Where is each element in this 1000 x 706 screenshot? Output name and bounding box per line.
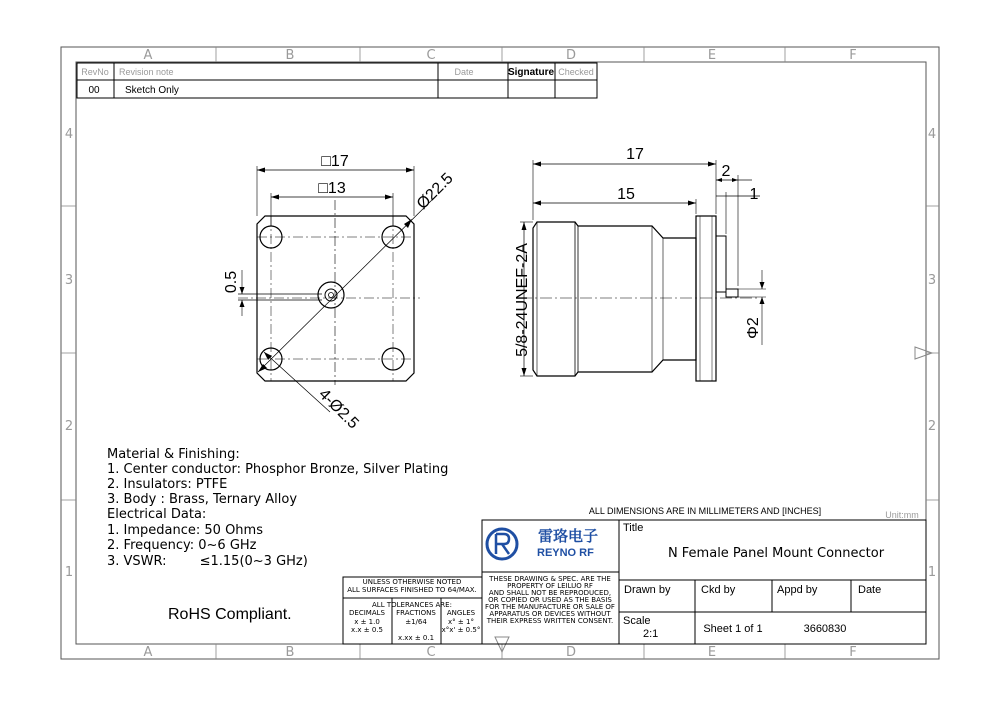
rev-header-checked: Checked [558,67,594,77]
date-label: Date [858,584,882,596]
scale-value: 2:1 [643,628,659,640]
note-line-6: 1. Impedance: 50 Ohms [107,523,263,538]
prop-line-6: APPARATUS OR DEVICES WITHOUT [489,610,611,618]
rev-header-note: Revision note [119,67,174,77]
approved-by-label: Appd by [777,584,818,596]
zone-col-e-bottom: E [707,645,717,660]
tol-header-fractions: FRACTIONS [396,609,436,617]
tol-decimal-3: x.xx ± 0.1 [397,634,435,642]
title-label: Title [623,522,644,534]
dim-slot-0-5: 0.5 [223,270,240,294]
zone-col-d-top: D [565,48,577,63]
tol-decimal-1: x ± 1.0 [354,618,380,626]
revision-table [77,63,597,98]
note-line-4: 3. Body : Brass, Ternary Alloy [107,492,298,507]
tol-fraction-1: ±1/64 [405,618,427,626]
prop-line-7: THEIR EXPRESS WRITTEN CONSENT. [486,617,614,625]
prop-line-4: OR COPIED OR USED AS THE BASIS [488,596,612,604]
zone-row-3-right: 3 [927,273,937,288]
tol-angle-2: x°x' ± 0.5° [441,626,481,634]
rev-cell-revno: 00 [88,85,100,96]
zone-col-f-top: F [849,48,857,63]
logo-chinese: 雷珞电子 [538,528,599,545]
note-line-7: 2. Frequency: 0~6 GHz [107,538,257,553]
center-insulator [318,282,344,308]
zone-col-b-top: B [285,48,295,63]
dims-note: ALL DIMENSIONS ARE IN MILLIMETERS AND [INCHES] [588,506,822,516]
tol-line-3: ALL TOLERANCES ARE: [372,601,452,609]
sheet-number: Sheet 1 of 1 [703,623,763,635]
tol-angle-1: x° ± 1° [448,618,474,626]
tol-line-1: UNLESS OTHERWISE NOTED [362,578,462,586]
prop-line-3: AND SHALL NOT BE REPRODUCED, [488,589,612,597]
note-line-5: Electrical Data: [107,507,207,522]
prop-line-2: PROPERTY OF LEILUO RF [507,582,593,590]
tol-line-2: ALL SURFACES FINISHED TO 64/MAX. [347,586,477,594]
note-line-8: 3. VSWR: ≤1.15(0~3 GHz) [107,554,308,569]
zone-col-a-top: A [143,48,153,63]
rear-insulator [716,236,726,292]
zone-row-1-left: 1 [64,565,74,580]
zone-row-4-right: 4 [927,127,937,142]
rear-pin [726,289,738,297]
zone-col-e-top: E [707,48,717,63]
rohs-label: RoHS Compliant. [168,606,292,623]
zone-row-2-right: 2 [927,419,937,434]
part-number: 3660830 [803,623,847,635]
note-line-2: 1. Center conductor: Phosphor Bronze, Silver Plating [107,462,449,477]
rev-header-revno: RevNo [81,67,109,77]
dim-thread: 5/8-24UNEF-2A [514,243,531,357]
front-view [238,166,436,412]
zone-row-3-left: 3 [64,273,74,288]
zone-col-a-bottom: A [143,645,153,660]
note-line-1: Material & Finishing: [107,447,240,462]
dim-pin-diameter: Φ2 [745,317,762,339]
logo-english: REYNO RF [537,547,594,559]
company-logo [487,527,598,559]
note-line-3: 2. Insulators: PTFE [107,477,228,492]
dim-length-1: 1 [749,186,759,203]
dim-length-2: 2 [721,163,731,180]
unit-label: Unit:mm [885,510,919,520]
zone-row-2-left: 2 [64,419,74,434]
zone-row-1-right: 1 [927,565,937,580]
zone-col-c-top: C [426,48,436,63]
drawn-by-label: Drawn by [624,584,671,596]
tol-decimal-2: x.x ± 0.5 [351,626,383,634]
side-view [520,160,766,381]
rev-header-date: Date [454,67,474,77]
dim-square-17: □17 [321,153,349,170]
rev-header-signature: Signature [507,67,555,78]
tol-header-angles: ANGLES [446,609,476,617]
material-notes [107,447,448,569]
prop-line-5: FOR THE MANUFACTURE OR SALE OF [485,603,615,611]
dim-square-13: □13 [318,180,346,197]
dim-holes-4-2-5: 4-Ø2.5 [315,385,362,433]
zone-col-f-bottom: F [849,645,857,660]
side-flange [696,216,716,381]
checked-by-label: Ckd by [701,584,736,596]
prop-line-1: THESE DRAWING & SPEC. ARE THE [489,575,611,583]
zone-col-d-bottom: D [565,645,577,660]
zone-col-c-bottom: C [426,645,436,660]
zone-col-b-bottom: B [285,645,295,660]
tol-header-decimals: DECIMALS [349,609,385,617]
connector-body [533,222,696,376]
scale-label: Scale [623,615,651,627]
zone-row-4-left: 4 [64,127,74,142]
dim-length-17: 17 [626,146,644,163]
rev-cell-note: Sketch Only [125,85,179,96]
dim-length-15: 15 [617,186,635,203]
dim-diameter-22-5: Ø22.5 [413,169,457,213]
drawing-title: N Female Panel Mount Connector [667,546,885,561]
